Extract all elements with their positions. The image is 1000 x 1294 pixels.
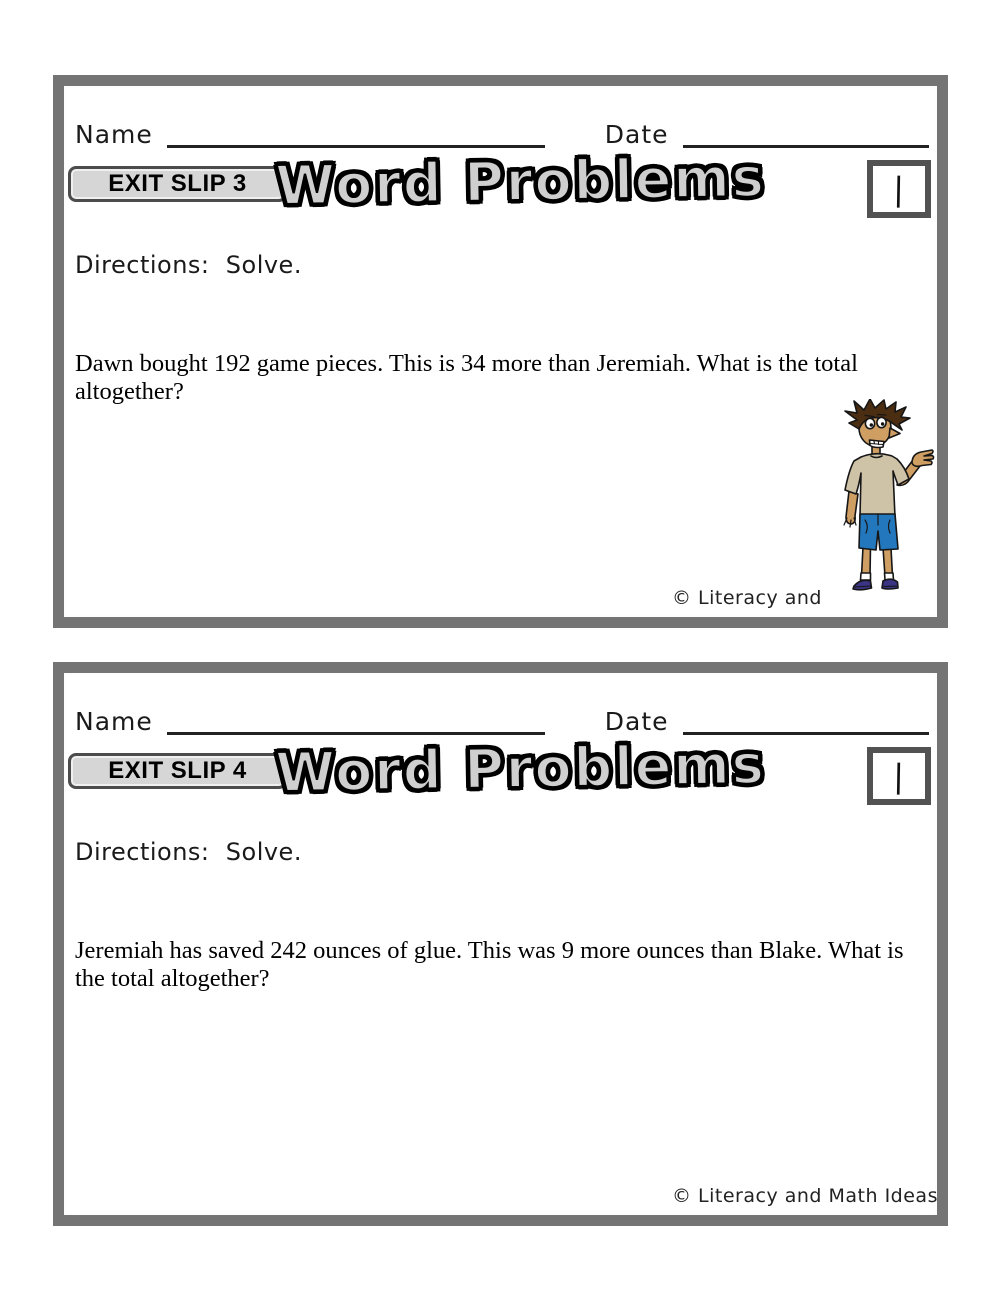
footer-credit: © Literacy and Math Ideas	[672, 1185, 938, 1207]
directions-text: Directions: Solve.	[75, 838, 302, 866]
score-box	[867, 160, 931, 218]
name-label: Name	[75, 120, 153, 149]
shrugging-boy-illustration	[835, 399, 935, 595]
exit-slip-badge-label: EXIT SLIP 4	[108, 757, 247, 784]
exit-slip-badge	[68, 753, 287, 789]
name-date-row	[75, 706, 929, 736]
date-fill-line	[683, 119, 929, 148]
score-box	[867, 747, 931, 805]
exit-slip-card-4	[53, 662, 948, 1226]
date-label: Date	[604, 707, 669, 736]
exit-slip-card-3	[53, 75, 948, 628]
tally-mark: |	[889, 169, 909, 209]
word-problem-text: Dawn bought 192 game pieces. This is 34 more than Jeremiah. What is the total altogether?	[75, 350, 858, 405]
worksheet-title: Word Problems	[274, 145, 766, 218]
name-fill-line	[167, 706, 545, 735]
date-fill-line	[683, 706, 929, 735]
footer-credit: © Literacy and	[672, 587, 822, 609]
name-date-row	[75, 119, 929, 149]
name-label: Name	[75, 707, 153, 736]
name-fill-line	[167, 119, 545, 148]
exit-slip-badge-label: EXIT SLIP 3	[108, 170, 247, 197]
directions-text: Directions: Solve.	[75, 251, 302, 279]
date-label: Date	[604, 120, 669, 149]
tally-mark: |	[889, 756, 909, 796]
worksheet-title: Word Problems	[274, 732, 766, 805]
word-problem-text: Jeremiah has saved 242 ounces of glue. This was 9 more ounces than Blake. What is the total altogether?	[75, 937, 904, 992]
exit-slip-badge	[68, 166, 287, 202]
